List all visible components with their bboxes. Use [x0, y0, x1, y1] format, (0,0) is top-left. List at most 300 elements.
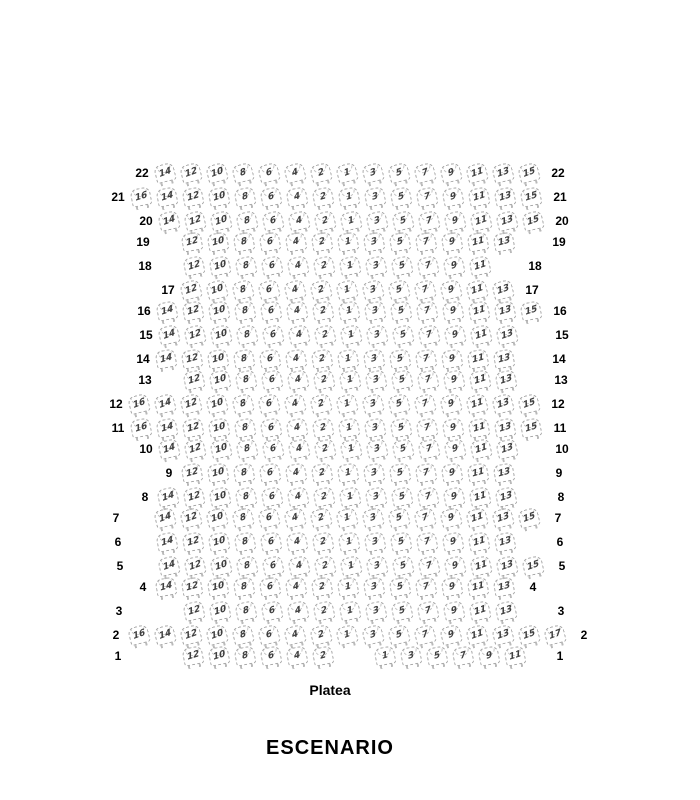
seat-icon[interactable] — [413, 507, 437, 529]
seat-icon[interactable] — [415, 300, 438, 321]
seat-icon[interactable] — [259, 300, 282, 321]
seat-icon[interactable] — [283, 393, 307, 415]
seat-icon[interactable] — [491, 507, 515, 529]
seat-icon[interactable] — [443, 210, 467, 232]
seat-icon[interactable] — [417, 438, 441, 460]
seat-icon[interactable] — [417, 210, 441, 232]
seat-icon[interactable] — [286, 255, 309, 277]
seat-icon[interactable] — [233, 231, 256, 252]
seat-icon[interactable] — [207, 531, 230, 552]
seat-icon[interactable] — [207, 462, 230, 483]
seat-icon[interactable] — [439, 624, 463, 646]
seat-icon[interactable] — [417, 555, 441, 577]
seat-icon[interactable] — [205, 507, 229, 529]
seat-icon[interactable] — [179, 279, 203, 301]
seat-icon[interactable] — [417, 324, 441, 346]
seat-icon[interactable] — [415, 531, 438, 552]
seat-icon[interactable] — [257, 162, 281, 184]
seat-icon[interactable] — [493, 231, 516, 252]
seat-icon[interactable] — [261, 210, 285, 232]
seat-icon[interactable] — [234, 600, 257, 622]
seat-icon[interactable] — [365, 438, 389, 460]
seat-icon[interactable] — [413, 624, 437, 646]
seat-icon[interactable] — [495, 210, 519, 232]
seat-icon[interactable] — [361, 393, 385, 415]
seat-icon[interactable] — [207, 348, 230, 369]
seat-icon[interactable] — [443, 324, 467, 346]
seat-icon[interactable] — [469, 324, 493, 346]
seat-icon[interactable] — [235, 324, 259, 346]
seat-icon[interactable] — [234, 369, 257, 391]
seat-icon[interactable] — [389, 576, 412, 597]
seat-icon[interactable] — [517, 393, 541, 415]
seat-icon[interactable] — [155, 417, 178, 438]
seat-icon[interactable] — [400, 645, 423, 666]
seat-icon[interactable] — [493, 576, 516, 597]
seat-icon[interactable] — [391, 438, 415, 460]
seat-icon[interactable] — [283, 507, 307, 529]
seat-icon[interactable] — [442, 600, 465, 622]
seat-icon[interactable] — [361, 624, 385, 646]
seat-icon[interactable] — [179, 162, 203, 184]
seat-icon[interactable] — [363, 531, 386, 552]
seat-icon[interactable] — [179, 507, 203, 529]
seat-icon[interactable] — [233, 645, 256, 666]
seat-icon[interactable] — [491, 162, 515, 184]
seat-icon[interactable] — [467, 348, 490, 369]
seat-icon[interactable] — [311, 348, 334, 369]
seat-icon[interactable] — [442, 369, 465, 391]
seat-icon[interactable] — [519, 417, 542, 438]
seat-icon[interactable] — [519, 186, 542, 207]
seat-icon[interactable] — [235, 555, 259, 577]
seat-icon[interactable] — [155, 300, 178, 321]
seat-icon[interactable] — [491, 393, 515, 415]
seat-icon[interactable] — [467, 186, 490, 207]
seat-icon[interactable] — [391, 324, 415, 346]
seat-icon[interactable] — [391, 555, 415, 577]
seat-icon[interactable] — [209, 324, 233, 346]
seat-icon[interactable] — [311, 417, 334, 438]
seat-icon[interactable] — [389, 186, 412, 207]
seat-icon[interactable] — [363, 300, 386, 321]
seat-icon[interactable] — [337, 576, 360, 597]
seat-icon[interactable] — [153, 393, 177, 415]
seat-icon[interactable] — [389, 231, 412, 252]
seat-icon[interactable] — [465, 279, 489, 301]
seat-icon[interactable] — [127, 393, 151, 415]
seat-icon[interactable] — [441, 186, 464, 207]
seat-icon[interactable] — [478, 645, 501, 666]
seat-icon[interactable] — [337, 348, 360, 369]
seat-icon[interactable] — [387, 162, 411, 184]
seat-icon[interactable] — [441, 231, 464, 252]
seat-icon[interactable] — [517, 507, 541, 529]
seat-icon[interactable] — [363, 417, 386, 438]
seat-icon[interactable] — [361, 162, 385, 184]
seat-icon[interactable] — [311, 462, 334, 483]
seat-icon[interactable] — [467, 462, 490, 483]
seat-icon[interactable] — [493, 348, 516, 369]
seat-icon[interactable] — [257, 393, 281, 415]
seat-icon[interactable] — [491, 624, 515, 646]
seat-icon[interactable] — [261, 555, 285, 577]
seat-icon[interactable] — [390, 600, 413, 622]
seat-icon[interactable] — [208, 369, 231, 391]
seat-icon[interactable] — [519, 300, 542, 321]
seat-icon[interactable] — [311, 231, 334, 252]
seat-icon[interactable] — [335, 507, 359, 529]
seat-icon[interactable] — [311, 300, 334, 321]
seat-icon[interactable] — [339, 555, 363, 577]
seat-icon[interactable] — [179, 624, 203, 646]
seat-icon[interactable] — [309, 279, 333, 301]
seat-icon[interactable] — [181, 576, 204, 597]
seat-icon[interactable] — [207, 231, 230, 252]
seat-icon[interactable] — [233, 531, 256, 552]
seat-icon[interactable] — [313, 210, 337, 232]
seat-icon[interactable] — [182, 369, 205, 391]
seat-icon[interactable] — [313, 555, 337, 577]
seat-icon[interactable] — [181, 531, 204, 552]
seat-icon[interactable] — [365, 555, 389, 577]
seat-icon[interactable] — [338, 255, 361, 277]
seat-icon[interactable] — [257, 624, 281, 646]
seat-icon[interactable] — [259, 231, 282, 252]
seat-icon[interactable] — [337, 531, 360, 552]
seat-icon[interactable] — [363, 462, 386, 483]
seat-icon[interactable] — [313, 438, 337, 460]
seat-icon[interactable] — [287, 210, 311, 232]
seat-icon[interactable] — [365, 210, 389, 232]
seat-icon[interactable] — [335, 393, 359, 415]
seat-icon[interactable] — [364, 369, 387, 391]
seat-icon[interactable] — [234, 486, 257, 508]
seat-icon[interactable] — [363, 186, 386, 207]
seat-icon[interactable] — [415, 231, 438, 252]
seat-icon[interactable] — [312, 600, 335, 622]
seat-icon[interactable] — [415, 462, 438, 483]
seat-icon[interactable] — [181, 462, 204, 483]
seat-icon[interactable] — [339, 438, 363, 460]
seat-icon[interactable] — [389, 462, 412, 483]
seat-icon[interactable] — [363, 231, 386, 252]
seat-icon[interactable] — [495, 555, 519, 577]
seat-icon[interactable] — [287, 438, 311, 460]
seat-icon[interactable] — [390, 369, 413, 391]
seat-icon[interactable] — [179, 393, 203, 415]
seat-icon[interactable] — [259, 645, 282, 666]
seat-icon[interactable] — [416, 486, 439, 508]
seat-icon[interactable] — [467, 417, 490, 438]
seat-icon[interactable] — [363, 576, 386, 597]
seat-icon[interactable] — [231, 624, 255, 646]
seat-icon[interactable] — [415, 186, 438, 207]
seat-icon[interactable] — [374, 645, 397, 666]
seat-icon[interactable] — [364, 486, 387, 508]
seat-icon[interactable] — [465, 162, 489, 184]
seat-icon[interactable] — [468, 600, 491, 622]
seat-icon[interactable] — [413, 393, 437, 415]
seat-icon[interactable] — [387, 393, 411, 415]
seat-icon[interactable] — [233, 417, 256, 438]
seat-icon[interactable] — [416, 600, 439, 622]
seat-icon[interactable] — [335, 279, 359, 301]
seat-icon[interactable] — [309, 507, 333, 529]
seat-icon[interactable] — [468, 369, 491, 391]
seat-icon[interactable] — [285, 300, 308, 321]
seat-icon[interactable] — [364, 255, 387, 277]
seat-icon[interactable] — [312, 486, 335, 508]
seat-icon[interactable] — [259, 348, 282, 369]
seat-icon[interactable] — [155, 186, 178, 207]
seat-icon[interactable] — [183, 555, 207, 577]
seat-icon[interactable] — [389, 417, 412, 438]
seat-icon[interactable] — [259, 186, 282, 207]
seat-icon[interactable] — [442, 486, 465, 508]
seat-icon[interactable] — [235, 210, 259, 232]
seat-icon[interactable] — [208, 255, 231, 277]
seat-icon[interactable] — [493, 462, 516, 483]
seat-icon[interactable] — [339, 210, 363, 232]
seat-icon[interactable] — [426, 645, 449, 666]
seat-icon[interactable] — [233, 462, 256, 483]
seat-icon[interactable] — [339, 324, 363, 346]
seat-icon[interactable] — [260, 369, 283, 391]
seat-icon[interactable] — [153, 507, 177, 529]
seat-icon[interactable] — [493, 186, 516, 207]
seat-icon[interactable] — [443, 438, 467, 460]
seat-icon[interactable] — [287, 324, 311, 346]
seat-icon[interactable] — [182, 486, 205, 508]
seat-icon[interactable] — [364, 600, 387, 622]
seat-icon[interactable] — [439, 393, 463, 415]
seat-icon[interactable] — [313, 324, 337, 346]
seat-icon[interactable] — [495, 438, 519, 460]
seat-icon[interactable] — [205, 279, 229, 301]
seat-icon[interactable] — [387, 624, 411, 646]
seat-icon[interactable] — [207, 645, 230, 666]
seat-icon[interactable] — [283, 279, 307, 301]
seat-icon[interactable] — [181, 186, 204, 207]
seat-icon[interactable] — [233, 576, 256, 597]
seat-icon[interactable] — [493, 417, 516, 438]
seat-icon[interactable] — [337, 417, 360, 438]
seat-icon[interactable] — [153, 162, 177, 184]
seat-icon[interactable] — [387, 507, 411, 529]
seat-icon[interactable] — [231, 507, 255, 529]
seat-icon[interactable] — [439, 162, 463, 184]
seat-icon[interactable] — [285, 417, 308, 438]
seat-icon[interactable] — [311, 186, 334, 207]
seat-icon[interactable] — [285, 462, 308, 483]
seat-icon[interactable] — [208, 600, 231, 622]
seat-icon[interactable] — [181, 300, 204, 321]
seat-icon[interactable] — [205, 624, 229, 646]
seat-icon[interactable] — [285, 231, 308, 252]
seat-icon[interactable] — [361, 279, 385, 301]
seat-icon[interactable] — [389, 300, 412, 321]
seat-icon[interactable] — [439, 507, 463, 529]
seat-icon[interactable] — [157, 555, 181, 577]
seat-icon[interactable] — [283, 162, 307, 184]
seat-icon[interactable] — [465, 393, 489, 415]
seat-icon[interactable] — [182, 255, 205, 277]
seat-icon[interactable] — [494, 369, 517, 391]
seat-icon[interactable] — [465, 507, 489, 529]
seat-icon[interactable] — [181, 417, 204, 438]
seat-icon[interactable] — [415, 576, 438, 597]
seat-icon[interactable] — [259, 462, 282, 483]
seat-icon[interactable] — [155, 576, 178, 597]
seat-icon[interactable] — [495, 324, 519, 346]
seat-icon[interactable] — [415, 417, 438, 438]
seat-icon[interactable] — [259, 576, 282, 597]
seat-icon[interactable] — [469, 438, 493, 460]
seat-icon[interactable] — [285, 576, 308, 597]
seat-icon[interactable] — [468, 255, 491, 277]
seat-icon[interactable] — [257, 279, 281, 301]
seat-icon[interactable] — [157, 324, 181, 346]
seat-icon[interactable] — [235, 438, 259, 460]
seat-icon[interactable] — [504, 645, 527, 666]
seat-icon[interactable] — [416, 369, 439, 391]
seat-icon[interactable] — [439, 279, 463, 301]
seat-icon[interactable] — [285, 186, 308, 207]
seat-icon[interactable] — [312, 255, 335, 277]
seat-icon[interactable] — [231, 162, 255, 184]
seat-icon[interactable] — [207, 417, 230, 438]
seat-icon[interactable] — [467, 300, 490, 321]
seat-icon[interactable] — [517, 624, 541, 646]
seat-icon[interactable] — [259, 417, 282, 438]
seat-icon[interactable] — [209, 438, 233, 460]
seat-icon[interactable] — [494, 486, 517, 508]
seat-icon[interactable] — [208, 486, 231, 508]
seat-icon[interactable] — [442, 255, 465, 277]
seat-icon[interactable] — [183, 324, 207, 346]
seat-icon[interactable] — [467, 531, 490, 552]
seat-icon[interactable] — [153, 624, 177, 646]
seat-icon[interactable] — [389, 531, 412, 552]
seat-icon[interactable] — [337, 462, 360, 483]
seat-icon[interactable] — [493, 300, 516, 321]
seat-icon[interactable] — [181, 231, 204, 252]
seat-icon[interactable] — [157, 210, 181, 232]
seat-icon[interactable] — [338, 486, 361, 508]
seat-icon[interactable] — [469, 555, 493, 577]
seat-icon[interactable] — [361, 507, 385, 529]
seat-icon[interactable] — [441, 576, 464, 597]
seat-icon[interactable] — [261, 324, 285, 346]
seat-icon[interactable] — [452, 645, 475, 666]
seat-icon[interactable] — [415, 348, 438, 369]
seat-icon[interactable] — [233, 186, 256, 207]
seat-icon[interactable] — [338, 600, 361, 622]
seat-icon[interactable] — [285, 531, 308, 552]
seat-icon[interactable] — [233, 348, 256, 369]
seat-icon[interactable] — [441, 417, 464, 438]
seat-icon[interactable] — [205, 162, 229, 184]
seat-icon[interactable] — [129, 186, 152, 207]
seat-icon[interactable] — [261, 438, 285, 460]
seat-icon[interactable] — [286, 600, 309, 622]
seat-icon[interactable] — [283, 624, 307, 646]
seat-icon[interactable] — [443, 555, 467, 577]
seat-icon[interactable] — [155, 348, 178, 369]
seat-icon[interactable] — [494, 600, 517, 622]
seat-icon[interactable] — [183, 438, 207, 460]
seat-icon[interactable] — [257, 507, 281, 529]
seat-icon[interactable] — [207, 576, 230, 597]
seat-icon[interactable] — [441, 462, 464, 483]
seat-icon[interactable] — [231, 279, 255, 301]
seat-icon[interactable] — [363, 348, 386, 369]
seat-icon[interactable] — [155, 531, 178, 552]
seat-icon[interactable] — [543, 624, 567, 646]
seat-icon[interactable] — [156, 486, 179, 508]
seat-icon[interactable] — [441, 300, 464, 321]
seat-icon[interactable] — [207, 300, 230, 321]
seat-icon[interactable] — [309, 624, 333, 646]
seat-icon[interactable] — [517, 162, 541, 184]
seat-icon[interactable] — [390, 255, 413, 277]
seat-icon[interactable] — [413, 162, 437, 184]
seat-icon[interactable] — [493, 531, 516, 552]
seat-icon[interactable] — [286, 369, 309, 391]
seat-icon[interactable] — [337, 300, 360, 321]
seat-icon[interactable] — [311, 531, 334, 552]
seat-icon[interactable] — [468, 486, 491, 508]
seat-icon[interactable] — [416, 255, 439, 277]
seat-icon[interactable] — [207, 186, 230, 207]
seat-icon[interactable] — [311, 645, 334, 666]
seat-icon[interactable] — [521, 555, 545, 577]
seat-icon[interactable] — [285, 645, 308, 666]
seat-icon[interactable] — [469, 210, 493, 232]
seat-icon[interactable] — [181, 645, 204, 666]
seat-icon[interactable] — [337, 186, 360, 207]
seat-icon[interactable] — [129, 417, 152, 438]
seat-icon[interactable] — [337, 231, 360, 252]
seat-icon[interactable] — [287, 555, 311, 577]
seat-icon[interactable] — [285, 348, 308, 369]
seat-icon[interactable] — [231, 393, 255, 415]
seat-icon[interactable] — [387, 279, 411, 301]
seat-icon[interactable] — [338, 369, 361, 391]
seat-icon[interactable] — [157, 438, 181, 460]
seat-icon[interactable] — [259, 531, 282, 552]
seat-icon[interactable] — [286, 486, 309, 508]
seat-icon[interactable] — [335, 624, 359, 646]
seat-icon[interactable] — [181, 348, 204, 369]
seat-icon[interactable] — [441, 531, 464, 552]
seat-icon[interactable] — [413, 279, 437, 301]
seat-icon[interactable] — [312, 369, 335, 391]
seat-icon[interactable] — [391, 210, 415, 232]
seat-icon[interactable] — [311, 576, 334, 597]
seat-icon[interactable] — [309, 162, 333, 184]
seat-icon[interactable] — [205, 393, 229, 415]
seat-icon[interactable] — [335, 162, 359, 184]
seat-icon[interactable] — [260, 255, 283, 277]
seat-icon[interactable] — [209, 210, 233, 232]
seat-icon[interactable] — [390, 486, 413, 508]
seat-icon[interactable] — [309, 393, 333, 415]
seat-icon[interactable] — [521, 210, 545, 232]
seat-icon[interactable] — [365, 324, 389, 346]
seat-icon[interactable] — [233, 300, 256, 321]
